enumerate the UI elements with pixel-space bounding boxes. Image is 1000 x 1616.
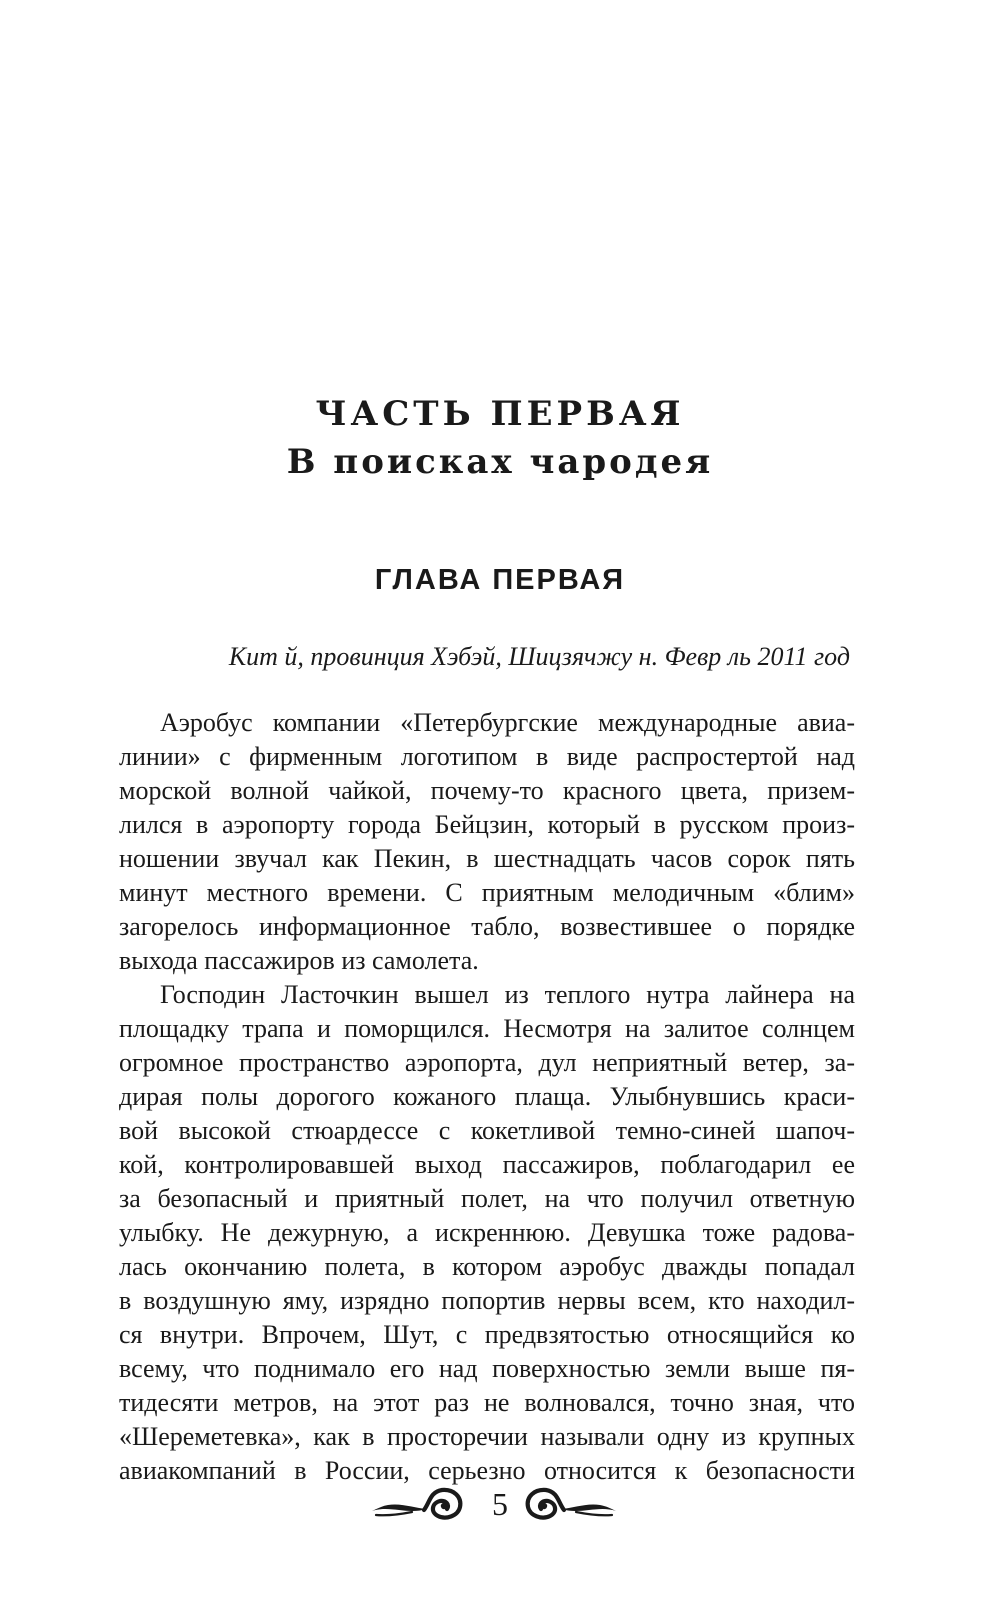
text-line: огромное пространство аэропорта, дул неприятный ветер, за- bbox=[119, 1048, 855, 1077]
text-line: «Шереметевка», как в просторечии называли одну из крупных bbox=[119, 1422, 855, 1451]
text-line: Аэробус компании «Петербургские международные авиа- bbox=[160, 708, 855, 737]
text-line: минут местного времени. С приятным мелодичным «блим» bbox=[119, 878, 855, 907]
text-line: за безопасный и приятный полет, на что получил ответную bbox=[119, 1184, 855, 1213]
text-line: ношении звучал как Пекин, в шестнадцать часов сорок пять bbox=[119, 844, 855, 873]
text-line: в воздушную яму, изрядно попортив нервы всем, кто находил- bbox=[119, 1286, 855, 1315]
chapter-title: ГЛАВА ПЕРВАЯ bbox=[374, 564, 626, 596]
text-line: тидесяти метров, на этот раз не волновался, точно зная, что bbox=[119, 1388, 855, 1417]
page-footer bbox=[0, 1484, 1000, 1524]
text-line: площадку трапа и поморщился. Несмотря на залитое солнцем bbox=[119, 1014, 855, 1043]
text-line: вой высокой стюардессе с кокетливой темно-синей шапоч- bbox=[119, 1116, 855, 1145]
text-line: выхода пассажиров из самолета. bbox=[119, 946, 479, 975]
text-line: линии» с фирменным логотипом в виде распростертой над bbox=[119, 742, 855, 771]
text-line: всему, что поднимало его над поверхностью земли выше пя- bbox=[119, 1354, 855, 1383]
text-line: авиакомпаний в России, серьезно относится к безопасности bbox=[119, 1456, 855, 1485]
paragraph bbox=[119, 978, 855, 1488]
part-title: ЧАСТЬ ПЕРВАЯ bbox=[315, 394, 685, 434]
left-flourish-icon bbox=[368, 1484, 478, 1524]
paragraph bbox=[119, 706, 855, 978]
page-number: 5 bbox=[492, 1486, 508, 1522]
text-line: загорелось информационное табло, возвестившее о порядке bbox=[119, 912, 855, 941]
right-flourish-icon bbox=[510, 1484, 620, 1524]
text-line: лась окончанию полета, в котором аэробус дважды попадал bbox=[119, 1252, 855, 1281]
text-line: дирая полы дорогого кожаного плаща. Улыбнувшись краси- bbox=[119, 1082, 855, 1111]
chapter-epigraph: Кит й, провинция Хэбэй, Шицзячжу н. Февр ль 2011 год bbox=[228, 642, 850, 671]
text-line: кой, контролировавшей выход пассажиров, поблагодарил ее bbox=[119, 1150, 855, 1179]
text-line: лился в аэропорту города Бейцзин, который в русском произ- bbox=[119, 810, 855, 839]
text-line: улыбку. Не дежурную, а искреннюю. Девушка тоже радова- bbox=[119, 1218, 855, 1247]
text-line: морской волной чайкой, почему-то красного цвета, призем- bbox=[119, 776, 855, 805]
part-subtitle: В поисках чародея bbox=[286, 442, 714, 482]
body-text bbox=[119, 706, 855, 1488]
text-line: Господин Ласточкин вышел из теплого нутра лайнера на bbox=[160, 980, 855, 1009]
text-line: ся внутри. Впрочем, Шут, с предвзятостью относящийся ко bbox=[119, 1320, 855, 1349]
